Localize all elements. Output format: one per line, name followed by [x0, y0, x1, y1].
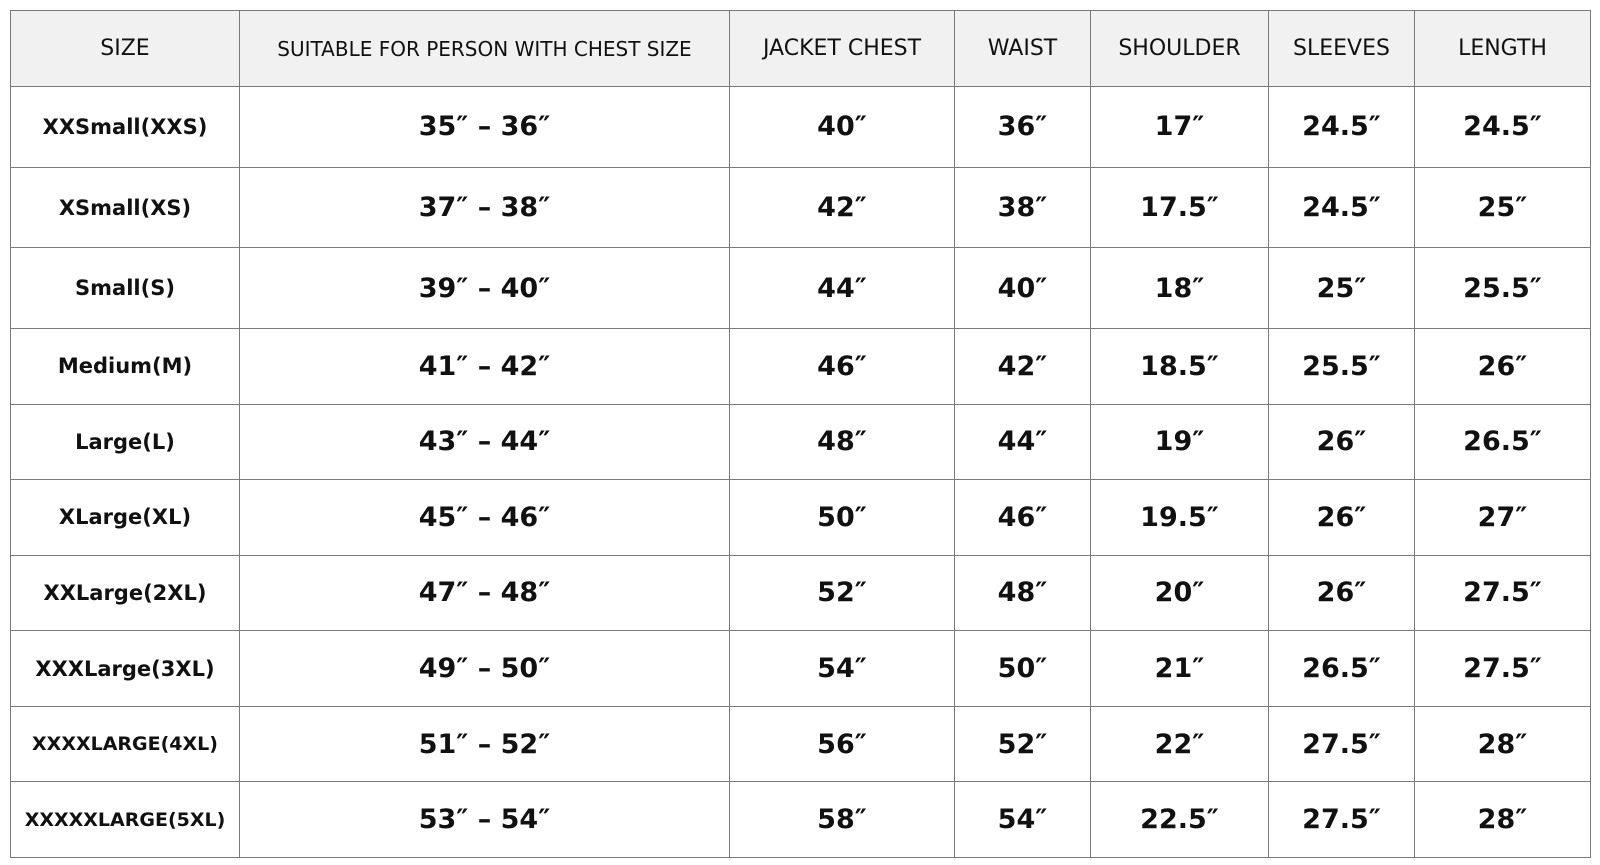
cell-length: 25.5″ [1415, 248, 1591, 329]
table-row [11, 248, 1591, 329]
cell-length: 26.5″ [1415, 404, 1591, 480]
cell-size: XXXXLARGE(4XL) [11, 706, 240, 782]
table-row [11, 329, 1591, 405]
cell-suitable-chest-size: 41″ – 42″ [240, 329, 730, 405]
size-chart-table [10, 10, 1591, 858]
cell-size: XXLarge(2XL) [11, 555, 240, 631]
cell-waist: 54″ [955, 782, 1091, 858]
cell-size: XXXXXLARGE(5XL) [11, 782, 240, 858]
cell-jacket-chest: 42″ [730, 167, 955, 248]
cell-jacket-chest: 44″ [730, 248, 955, 329]
cell-sleeves: 24.5″ [1269, 167, 1415, 248]
cell-waist: 36″ [955, 87, 1091, 168]
cell-waist: 40″ [955, 248, 1091, 329]
header-row [11, 11, 1591, 87]
cell-sleeves: 27.5″ [1269, 782, 1415, 858]
cell-jacket-chest: 56″ [730, 706, 955, 782]
table-body [11, 87, 1591, 858]
cell-size: XXSmall(XXS) [11, 87, 240, 168]
cell-jacket-chest: 46″ [730, 329, 955, 405]
cell-jacket-chest: 48″ [730, 404, 955, 480]
table-row [11, 404, 1591, 480]
cell-size: XXXLarge(3XL) [11, 631, 240, 707]
header-shoulder: SHOULDER [1091, 11, 1269, 87]
cell-waist: 48″ [955, 555, 1091, 631]
cell-sleeves: 25.5″ [1269, 329, 1415, 405]
table-row [11, 87, 1591, 168]
cell-suitable-chest-size: 37″ – 38″ [240, 167, 730, 248]
table-row [11, 706, 1591, 782]
cell-jacket-chest: 50″ [730, 480, 955, 556]
cell-shoulder: 22.5″ [1091, 782, 1269, 858]
cell-jacket-chest: 52″ [730, 555, 955, 631]
cell-sleeves: 25″ [1269, 248, 1415, 329]
cell-suitable-chest-size: 47″ – 48″ [240, 555, 730, 631]
cell-length: 24.5″ [1415, 87, 1591, 168]
cell-shoulder: 19″ [1091, 404, 1269, 480]
header-length: LENGTH [1415, 11, 1591, 87]
cell-suitable-chest-size: 49″ – 50″ [240, 631, 730, 707]
cell-sleeves: 26″ [1269, 404, 1415, 480]
cell-size: Small(S) [11, 248, 240, 329]
cell-waist: 50″ [955, 631, 1091, 707]
cell-sleeves: 26″ [1269, 555, 1415, 631]
cell-shoulder: 18.5″ [1091, 329, 1269, 405]
cell-shoulder: 22″ [1091, 706, 1269, 782]
cell-shoulder: 19.5″ [1091, 480, 1269, 556]
cell-size: XLarge(XL) [11, 480, 240, 556]
cell-jacket-chest: 40″ [730, 87, 955, 168]
cell-sleeves: 26.5″ [1269, 631, 1415, 707]
cell-waist: 52″ [955, 706, 1091, 782]
header-waist: WAIST [955, 11, 1091, 87]
cell-suitable-chest-size: 53″ – 54″ [240, 782, 730, 858]
cell-sleeves: 27.5″ [1269, 706, 1415, 782]
cell-suitable-chest-size: 51″ – 52″ [240, 706, 730, 782]
cell-suitable-chest-size: 43″ – 44″ [240, 404, 730, 480]
cell-size: Large(L) [11, 404, 240, 480]
cell-shoulder: 17.5″ [1091, 167, 1269, 248]
cell-waist: 42″ [955, 329, 1091, 405]
cell-length: 26″ [1415, 329, 1591, 405]
cell-jacket-chest: 54″ [730, 631, 955, 707]
cell-size: Medium(M) [11, 329, 240, 405]
cell-shoulder: 21″ [1091, 631, 1269, 707]
cell-length: 27″ [1415, 480, 1591, 556]
table-row [11, 782, 1591, 858]
cell-suitable-chest-size: 45″ – 46″ [240, 480, 730, 556]
table-row [11, 631, 1591, 707]
header-sleeves: SLEEVES [1269, 11, 1415, 87]
cell-length: 28″ [1415, 782, 1591, 858]
cell-shoulder: 17″ [1091, 87, 1269, 168]
cell-shoulder: 18″ [1091, 248, 1269, 329]
cell-jacket-chest: 58″ [730, 782, 955, 858]
cell-waist: 44″ [955, 404, 1091, 480]
cell-sleeves: 26″ [1269, 480, 1415, 556]
cell-sleeves: 24.5″ [1269, 87, 1415, 168]
table-row [11, 555, 1591, 631]
cell-waist: 38″ [955, 167, 1091, 248]
cell-length: 27.5″ [1415, 555, 1591, 631]
header-size: SIZE [11, 11, 240, 87]
cell-suitable-chest-size: 39″ – 40″ [240, 248, 730, 329]
cell-size: XSmall(XS) [11, 167, 240, 248]
header-jacket-chest: JACKET CHEST [730, 11, 955, 87]
cell-length: 27.5″ [1415, 631, 1591, 707]
cell-waist: 46″ [955, 480, 1091, 556]
cell-suitable-chest-size: 35″ – 36″ [240, 87, 730, 168]
table-row [11, 480, 1591, 556]
cell-length: 25″ [1415, 167, 1591, 248]
cell-length: 28″ [1415, 706, 1591, 782]
cell-shoulder: 20″ [1091, 555, 1269, 631]
table-row [11, 167, 1591, 248]
header-suitable-chest-size: SUITABLE FOR PERSON WITH CHEST SIZE [240, 11, 730, 87]
